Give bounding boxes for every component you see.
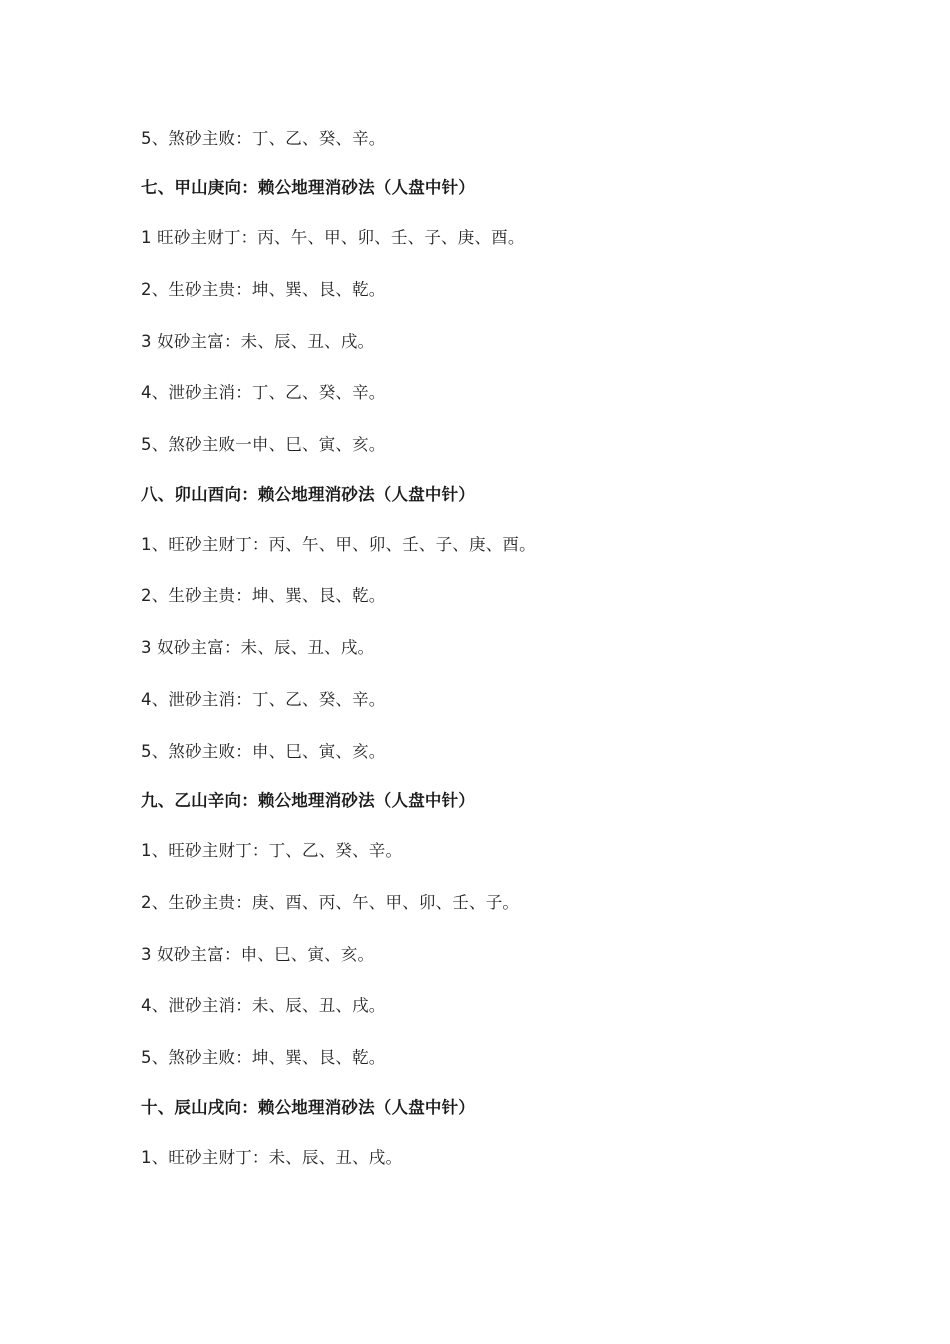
paragraph-line: 4、泄砂主消：丁、乙、癸、辛。	[141, 383, 386, 402]
paragraph-line: 1、旺砂主财丁：未、辰、丑、戌。	[141, 1148, 403, 1167]
paragraph-line: 5、煞砂主败：丁、乙、癸、辛。	[141, 129, 386, 148]
section-heading: 九、乙山辛向：赖公地理消砂法（人盘中针）	[141, 791, 475, 810]
paragraph-line: 4、泄砂主消：丁、乙、癸、辛。	[141, 690, 386, 709]
section-heading: 七、甲山庚向：赖公地理消砂法（人盘中针）	[141, 178, 475, 197]
paragraph-line: 4、泄砂主消：未、辰、丑、戌。	[141, 996, 386, 1015]
paragraph-line: 2、生砂主贵：庚、酉、丙、午、甲、卯、壬、子。	[141, 893, 520, 912]
paragraph-line: 3 奴砂主富：申、巳、寅、亥。	[141, 945, 375, 964]
section-heading: 十、辰山戌向：赖公地理消砂法（人盘中针）	[141, 1098, 475, 1117]
section-heading: 八、卯山酉向：赖公地理消砂法（人盘中针）	[141, 485, 475, 504]
paragraph-line: 1 旺砂主财丁：丙、午、甲、卯、壬、子、庚、酉。	[141, 228, 525, 247]
paragraph-line: 1、旺砂主财丁：丙、午、甲、卯、壬、子、庚、酉。	[141, 535, 536, 554]
paragraph-line: 1、旺砂主财丁：丁、乙、癸、辛。	[141, 841, 403, 860]
paragraph-line: 2、生砂主贵：坤、巽、艮、乾。	[141, 586, 386, 605]
paragraph-line: 5、煞砂主败：坤、巽、艮、乾。	[141, 1048, 386, 1067]
paragraph-line: 2、生砂主贵：坤、巽、艮、乾。	[141, 280, 386, 299]
paragraph-line: 5、煞砂主败一申、巳、寅、亥。	[141, 435, 386, 454]
paragraph-line: 3 奴砂主富：未、辰、丑、戌。	[141, 638, 375, 657]
paragraph-line: 5、煞砂主败：申、巳、寅、亥。	[141, 742, 386, 761]
paragraph-line: 3 奴砂主富：未、辰、丑、戌。	[141, 332, 375, 351]
